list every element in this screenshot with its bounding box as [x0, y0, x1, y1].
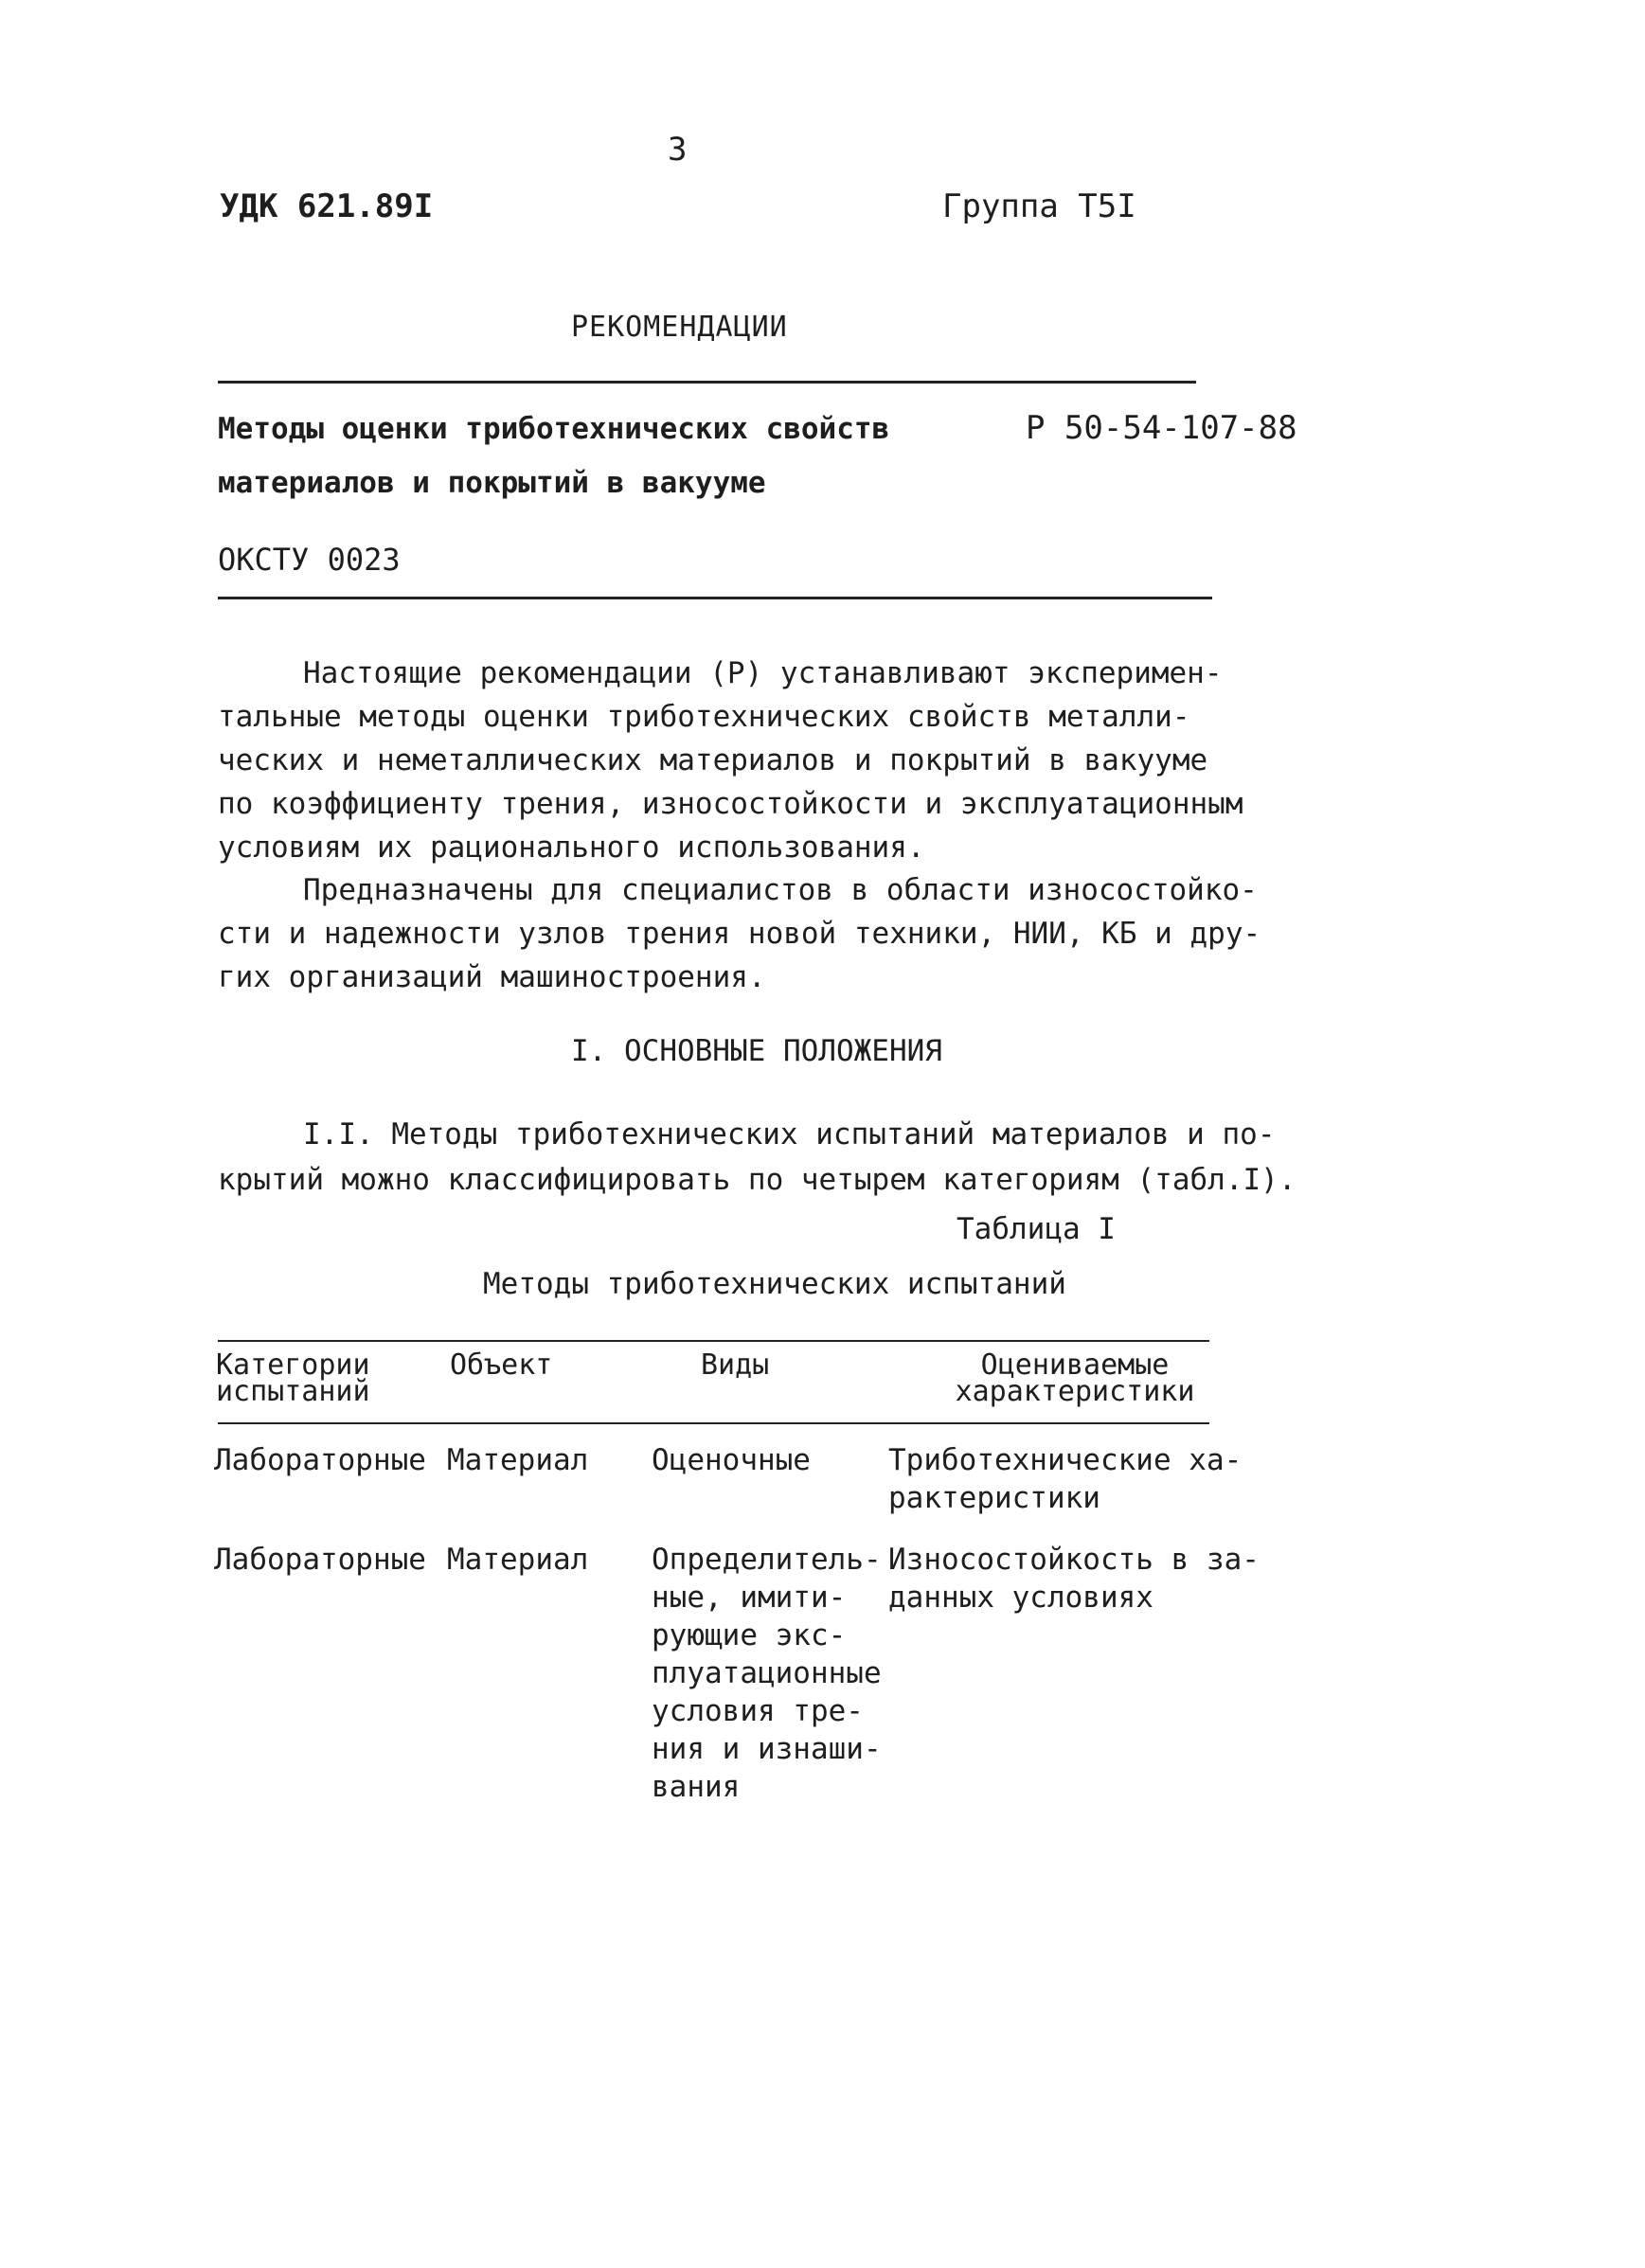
table-label: Таблица I	[957, 1212, 1116, 1246]
table-title: Методы триботехнических испытаний	[483, 1267, 1066, 1301]
table-cell-object: Материал	[447, 1443, 589, 1477]
page-number: 3	[668, 131, 688, 169]
table-cell-category: Лабораторные	[214, 1543, 426, 1577]
table-header-object: Объект	[450, 1348, 553, 1382]
clause-1-1	[218, 1112, 1296, 1203]
udk-code: УДК 621.89I	[220, 188, 434, 225]
intro-line: ческих и неметаллических материалов и покрытий в вакууме	[218, 743, 1208, 777]
document-title-line-2: материалов и покрытий в вакууме	[218, 466, 766, 500]
table-header-kind: Виды	[701, 1348, 770, 1382]
document-title-line-1: Методы оценки триботехнических свойств	[218, 412, 890, 446]
table-cell-category: Лабораторные	[214, 1443, 426, 1477]
title-top-rule	[218, 381, 1196, 384]
table-header-category: Категории испытаний	[216, 1348, 370, 1408]
intro-line: тальные методы оценки триботехнических свойств металли-	[218, 700, 1190, 734]
section-heading: I. ОСНОВНЫЕ ПОЛОЖЕНИЯ	[571, 1034, 942, 1068]
table-header-rule	[218, 1422, 1209, 1424]
document-code: Р 50-54-107-88	[1026, 409, 1297, 447]
table-cell-object: Материал	[447, 1543, 589, 1577]
intro-line: по коэффициенту трения, износостойкости и эксплуатационным	[218, 787, 1243, 821]
purpose-line: гих организаций машиностроения.	[218, 960, 766, 994]
table-cell-characteristics: Износостойкость в за- данных условиях	[888, 1543, 1260, 1615]
table-cell-characteristics: Триботехнические ха- рактеристики	[888, 1443, 1243, 1515]
intro-paragraph	[218, 652, 1243, 869]
document-type: РЕКОМЕНДАЦИИ	[571, 311, 788, 344]
okstu-code: ОКСТУ 0023	[218, 542, 401, 578]
table-header-characteristics: Оцениваемые характеристики	[955, 1348, 1195, 1408]
clause-line: I.I. Методы триботехнических испытаний материалов и по-	[303, 1117, 1276, 1152]
table-cell-kind: Определитель- ные, имити- рующие экс- плуатационные условия тре- ния и изнаши- вания	[652, 1543, 882, 1804]
purpose-line: сти и надежности узлов трения новой техники, НИИ, КБ и дру-	[218, 917, 1261, 951]
group-code: Группа Т5I	[942, 188, 1136, 225]
title-bottom-rule	[218, 597, 1212, 599]
intro-line: условиям их рационального использования.	[218, 830, 925, 865]
table-top-rule	[218, 1340, 1209, 1342]
purpose-line: Предназначены для специалистов в области износостойко-	[303, 873, 1258, 907]
purpose-paragraph	[218, 868, 1261, 999]
intro-line: Настоящие рекомендации (Р) устанавливают эксперимен-	[303, 656, 1223, 690]
clause-line: крытий можно классифицировать по четырем категориям (табл.I).	[218, 1163, 1296, 1197]
table-cell-kind: Оценочные	[652, 1443, 811, 1477]
